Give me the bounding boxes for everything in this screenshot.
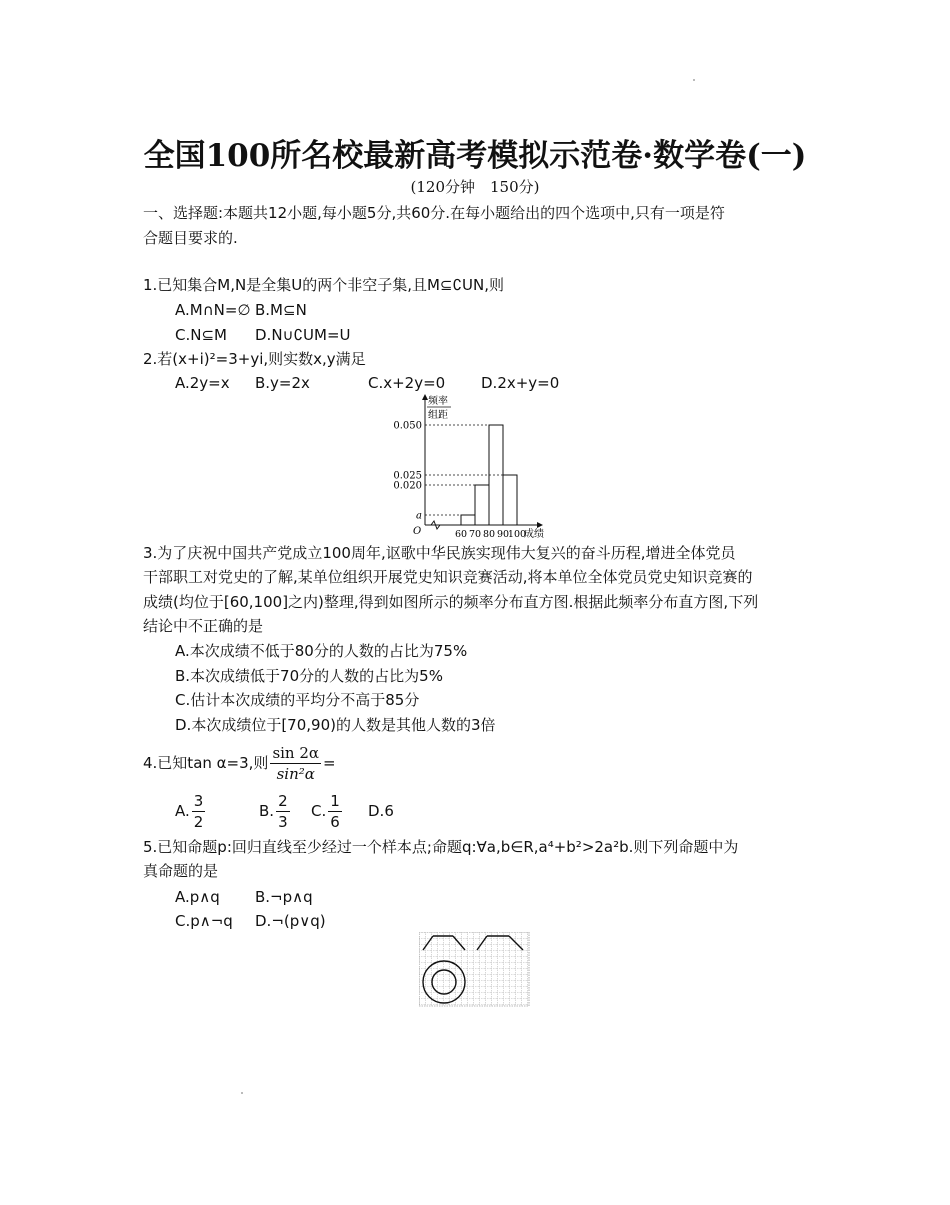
q4-option-b-den: 3 <box>278 812 288 831</box>
q4-equals: = <box>323 754 336 772</box>
q4-option-c <box>311 788 344 834</box>
q2-stem: 2.若(x+i)²=3+yi,则实数x,y满足 <box>143 350 366 368</box>
q3-option-a: A.本次成绩不低于80分的人数的占比为75% <box>175 642 468 660</box>
q2-option-b: B.y=2x <box>255 374 310 392</box>
page-title: 全国100所名校最新高考模拟示范卷·数学卷(一) <box>143 138 807 174</box>
q3-line2: 干部职工对党史的了解,某单位组织开展党史知识竞赛活动,将本单位全体党员党史知识竞赛的 <box>143 568 753 586</box>
q1-option-b: B.M⊆N <box>255 301 307 319</box>
q4-fraction-numerator: sin 2α <box>272 743 320 762</box>
q4-options-row <box>175 788 775 834</box>
y-axis-label-top: 频率 <box>428 396 448 407</box>
page-subtitle: (120分钟 150分) <box>410 178 540 196</box>
y-tick-label-4: 0.050 <box>393 420 422 432</box>
x-tick-label-60: 60 <box>454 529 468 540</box>
scan-dot-top <box>693 79 695 81</box>
q4-option-b-num: 2 <box>278 791 288 810</box>
q4-fraction-denominator: sin²α <box>276 764 315 783</box>
q1-option-c: C.N⊆M <box>175 326 227 344</box>
section-intro-line1: 一、选择题:本题共12小题,每小题5分,共60分.在每小题给出的四个选项中,只有一项是符 <box>143 204 725 222</box>
q4-option-b-label: B. <box>259 802 275 820</box>
y-tick-label-3: 0.025 <box>393 470 422 482</box>
scan-dot-bottom <box>241 1092 243 1094</box>
grid-figure <box>419 932 531 1008</box>
q1-option-a: A.M∩N=∅ <box>175 301 251 319</box>
q1-stem: 1.已知集合M,N是全集U的两个非空子集,且M⊆∁UN,则 <box>143 276 505 294</box>
q5-option-c: C.p∧¬q <box>175 912 233 930</box>
q4-option-a <box>175 788 207 834</box>
x-axis-label: 成绩 <box>524 529 544 540</box>
histogram-bar-4 <box>503 475 517 525</box>
frequency-histogram <box>380 392 570 542</box>
q3-line1: 3.为了庆祝中国共产党成立100周年,讴歌中华民族实现伟大复兴的奋斗历程,增进全体党员 <box>143 544 736 562</box>
y-axis-label-bottom: 组距 <box>428 410 448 421</box>
q4-option-d: D.6 <box>368 802 394 820</box>
q4-stem: 4.已知tan α=3,则 <box>143 754 269 772</box>
grid-background <box>419 932 529 1006</box>
x-tick-label-80: 80 <box>482 529 496 540</box>
q4-option-c-num: 1 <box>330 791 340 810</box>
histogram-bar-3 <box>489 425 503 525</box>
q4-fraction <box>270 743 321 784</box>
q5-line1: 5.已知命题p:回归直线至少经过一个样本点;命题q:∀a,b∈R,a⁴+b²>2a²b.则下列命题中为 <box>143 838 739 856</box>
q3-option-b: B.本次成绩低于70分的人数的占比为5% <box>175 667 443 685</box>
x-axis-arrow <box>537 522 543 528</box>
q5-option-d: D.¬(p∨q) <box>255 912 326 930</box>
histogram-bar-1 <box>461 515 475 525</box>
q4-option-a-label: A. <box>175 802 190 820</box>
q2-option-a: A.2y=x <box>175 374 230 392</box>
y-tick-label-2: 0.020 <box>393 480 422 492</box>
x-tick-label-100: 100 <box>507 529 527 540</box>
q3-option-c: C.估计本次成绩的平均分不高于85分 <box>175 691 420 709</box>
y-tick-label-1: a <box>416 510 422 522</box>
q1-option-d: D.N∪∁UM=U <box>255 326 351 344</box>
q2-option-c: C.x+2y=0 <box>368 374 446 392</box>
section-intro-line2: 合题目要求的. <box>143 229 238 247</box>
q3-line3: 成绩(均位于[60,100]之内)整理,得到如图所示的频率分布直方图.根据此频率分布直方图,下列 <box>143 593 759 611</box>
q2-option-d: D.2x+y=0 <box>481 374 560 392</box>
x-tick-label-90: 90 <box>496 529 510 540</box>
q5-option-a: A.p∧q <box>175 888 220 906</box>
x-tick-label-70: 70 <box>468 529 482 540</box>
q4-option-a-num: 3 <box>193 791 204 810</box>
q4-option-b <box>259 788 292 834</box>
q4-option-c-den: 6 <box>330 812 340 831</box>
q4-option-a-den: 2 <box>193 812 204 831</box>
q5-line2: 真命题的是 <box>143 862 219 880</box>
q5-option-b: B.¬p∧q <box>255 888 313 906</box>
q3-line4: 结论中不正确的是 <box>143 617 264 635</box>
origin-label: O <box>413 526 422 537</box>
q4-stem-row <box>143 738 336 788</box>
q4-option-c-label: C. <box>311 802 327 820</box>
q3-option-d: D.本次成绩位于[70,90)的人数是其他人数的3倍 <box>175 716 496 734</box>
histogram-bar-2 <box>475 485 489 525</box>
